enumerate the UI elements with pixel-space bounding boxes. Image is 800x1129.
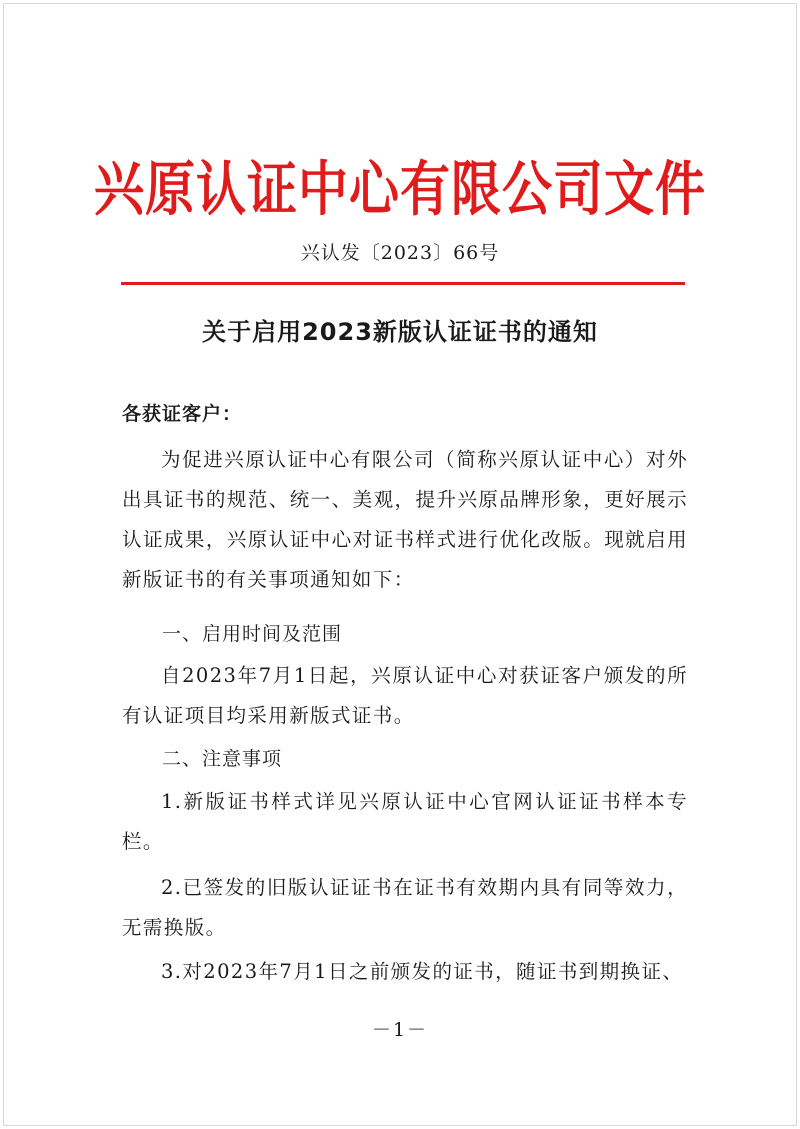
intro-paragraph: 为促进兴原认证中心有限公司（简称兴原认证中心）对外出具证书的规范、统一、美观，提升兴原品牌形象，更好展示认证成果，兴原认证中心对证书样式进行优化改版。现就启用新版证书的有关事项通知如下：: [122, 448, 688, 591]
section-2-item-3: 3.对2023年7月1日之前颁发的证书，随证书到期换证、: [161, 960, 684, 983]
section-2-item-1: 1.新版证书样式详见兴原认证中心官网认证证书样本专栏。: [122, 790, 688, 853]
section-1-paragraph: 自2023年7月1日起，兴原认证中心对获证客户颁发的所有认证项目均采用新版式证书。: [122, 664, 688, 727]
notice-title: 关于启用2023新版认证证书的通知: [202, 318, 598, 346]
document-number: 兴认发〔2023〕66号: [300, 242, 500, 264]
section-heading-2: 二、注意事项: [162, 748, 283, 770]
addressee: 各获证客户：: [122, 403, 243, 425]
section-heading-1: 一、启用时间及范围: [162, 623, 343, 645]
document-header-title: 兴原认证中心有限公司文件: [94, 154, 706, 224]
page-number: －1－: [371, 1019, 429, 1041]
header-divider-line: [121, 282, 685, 285]
section-2-item-2: 2.已签发的旧版认证证书在证书有效期内具有同等效力，无需换版。: [122, 876, 688, 939]
